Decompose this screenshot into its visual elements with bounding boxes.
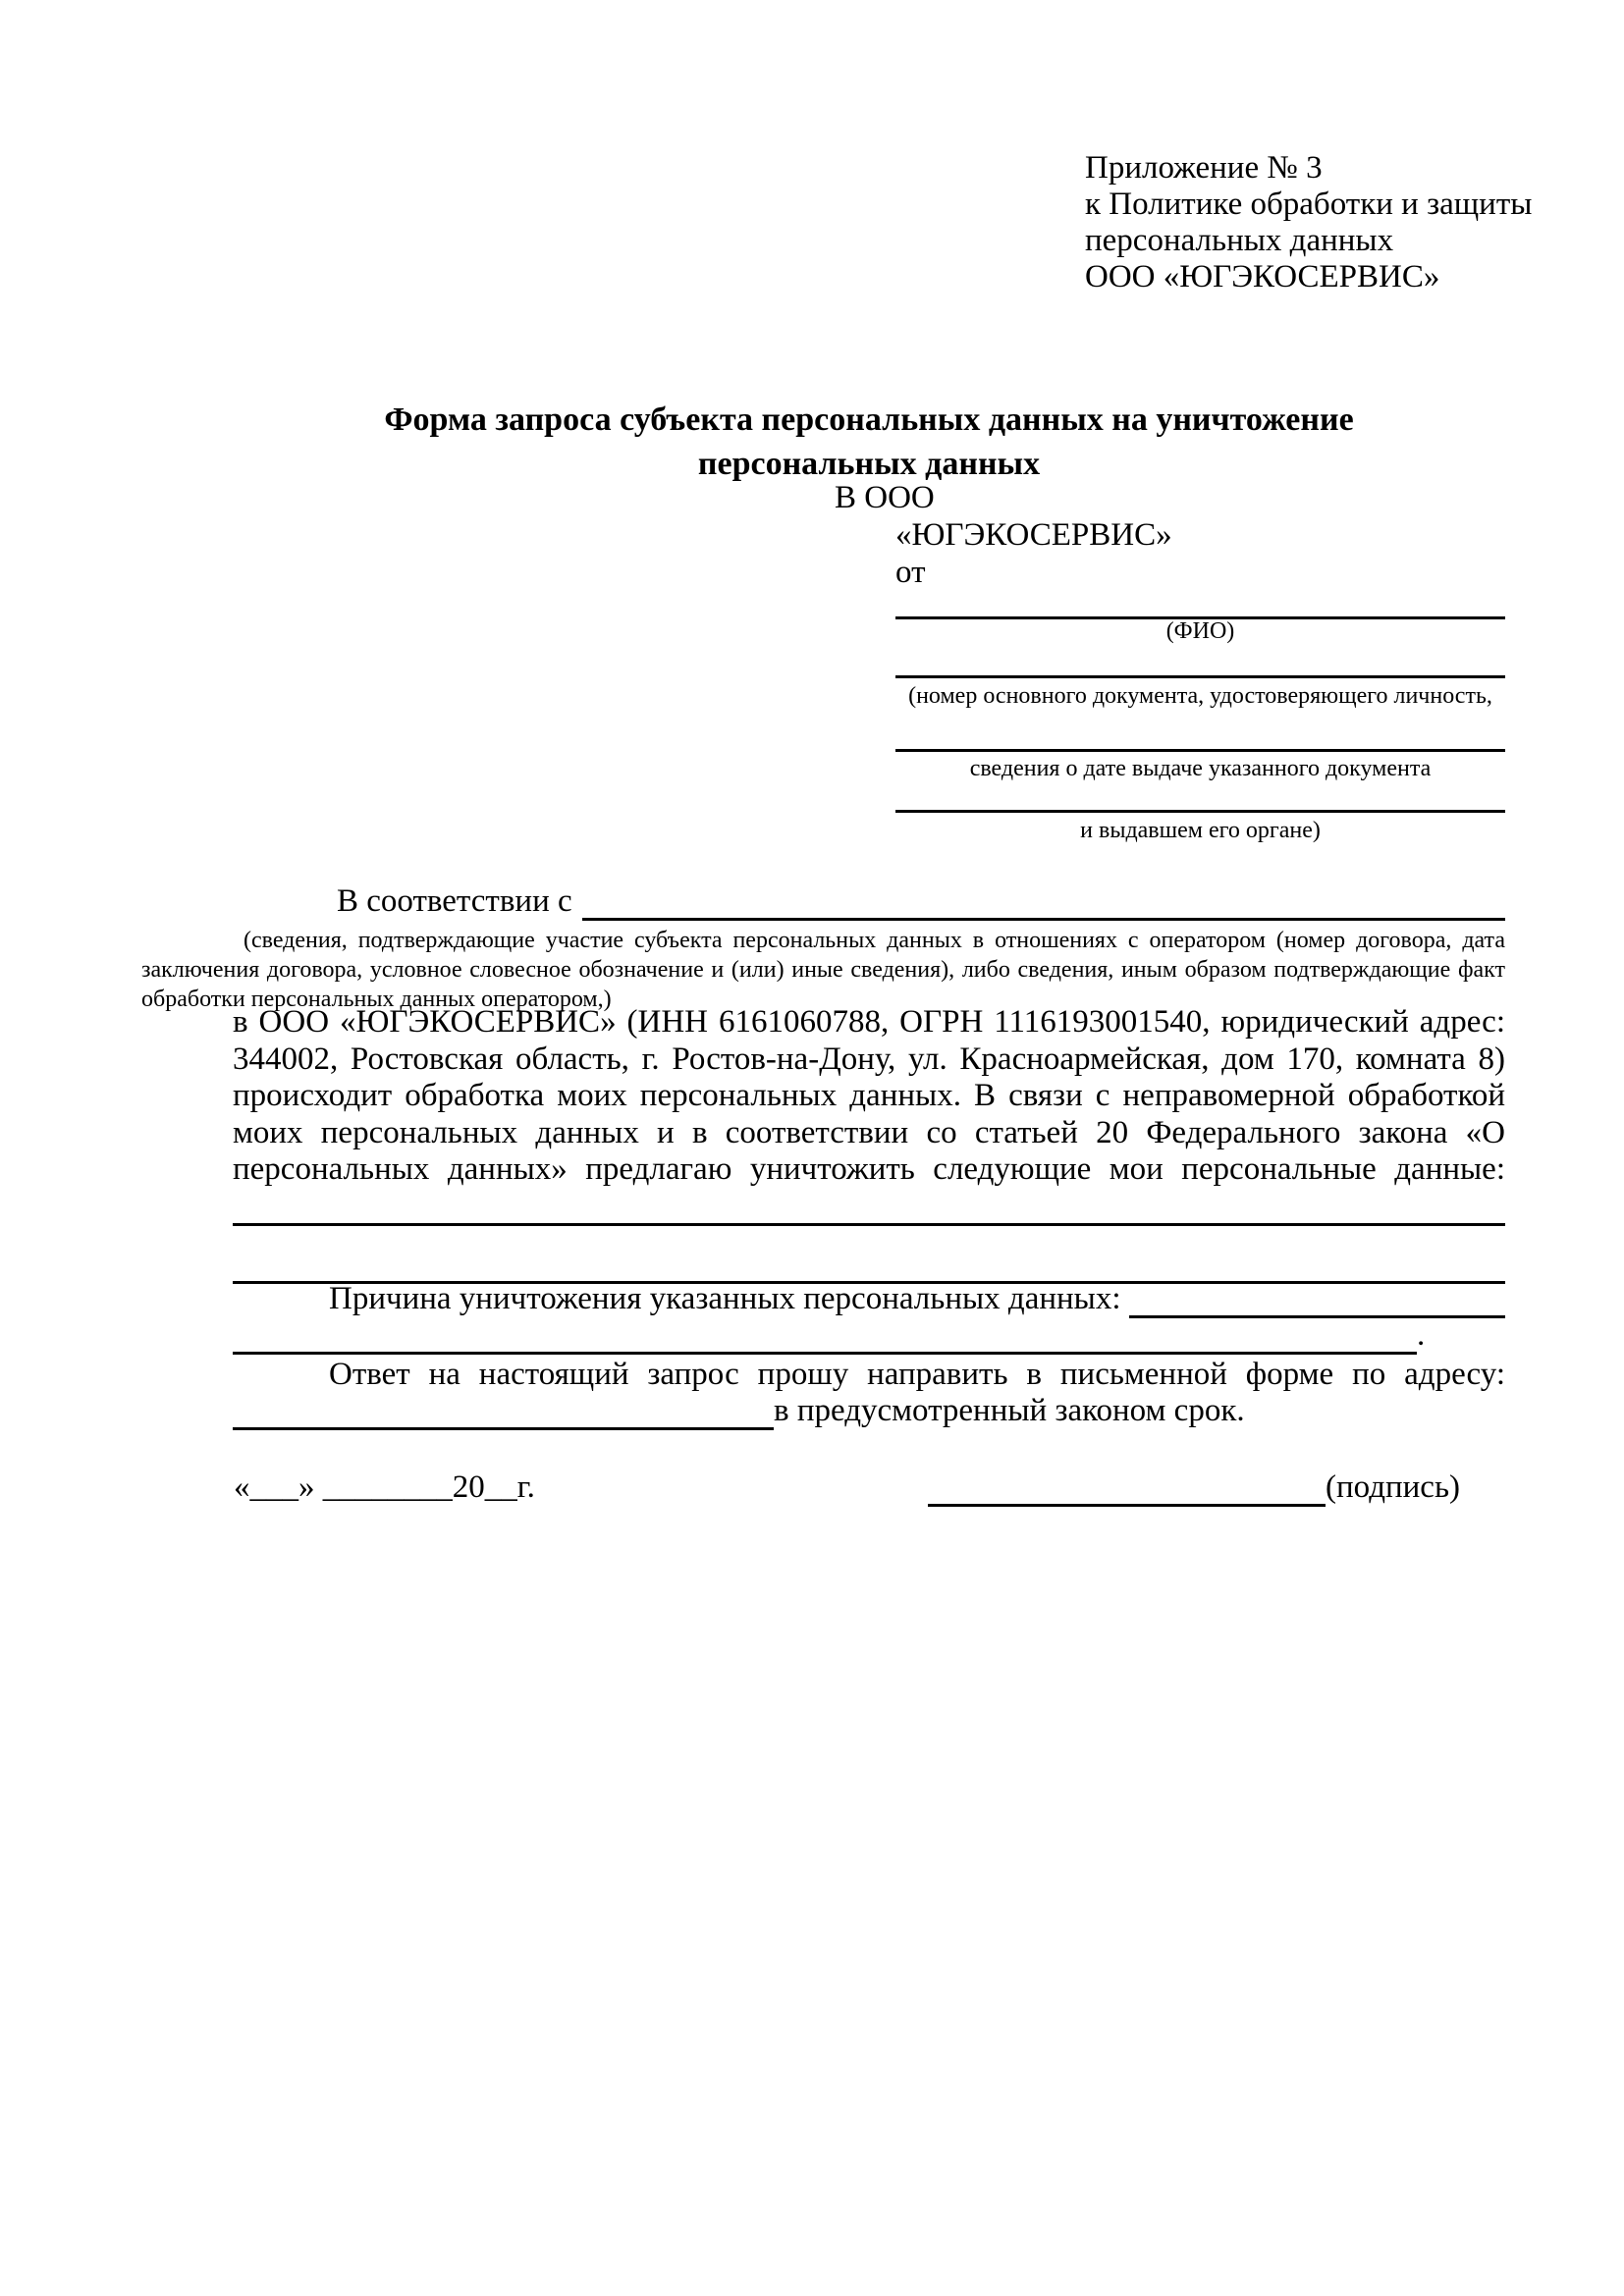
answer-tail: в предусмотренный законом срок. — [774, 1393, 1245, 1428]
addressee-org-prefix: В ООО — [835, 480, 935, 515]
document-number-field-line — [895, 675, 1505, 678]
form-title — [233, 398, 1505, 486]
personal-data-blank-line — [233, 1223, 1505, 1226]
addressee-org-name: «ЮГЭКОСЕРВИС» — [895, 517, 1172, 553]
appendix-note-line: персональных данных — [1085, 223, 1394, 258]
small-print-line: заключения договора, условное словесное обозначение и (или) иные сведения), либо сведения, иным образом подтверждающие факт — [141, 957, 1505, 983]
form-title-line: персональных данных — [697, 446, 1041, 482]
body-paragraph-line: происходит обработка моих персональных данных. В связи с неправомерной обработкой — [233, 1078, 1505, 1113]
date-line: «___» ________20__г. — [234, 1469, 535, 1505]
accordance-prefix: В соответствии с — [337, 883, 572, 919]
reason-row — [233, 1281, 1505, 1318]
address-row — [233, 1393, 1505, 1430]
reason-continuation-field-line — [233, 1317, 1417, 1355]
small-print-line: обработки персональных данных оператором,) — [141, 987, 612, 1012]
issue-date-caption: сведения о дате выдаче указанного документа — [969, 756, 1432, 781]
reason-field-line — [1129, 1281, 1505, 1318]
period-text: . — [1417, 1317, 1426, 1353]
issuing-authority-field-line — [895, 810, 1505, 813]
body-paragraph — [233, 1004, 1505, 1189]
addressee-from-label: от — [895, 555, 926, 590]
address-field-line — [233, 1393, 774, 1430]
body-paragraph-line: моих персональных данных и в соответствии со статьей 20 Федерального закона «О — [233, 1114, 1505, 1150]
accordance-field-line — [582, 883, 1505, 921]
appendix-note-line: к Политике обработки и защиты — [1085, 187, 1533, 222]
reason-label: Причина уничтожения указанных персональных данных: — [329, 1281, 1121, 1316]
issuing-authority-caption: и выдавшем его органе) — [1080, 818, 1321, 843]
fio-caption: (ФИО) — [1165, 618, 1235, 644]
document-number-caption: (номер основного документа, удостоверяющего личность, — [908, 683, 1492, 709]
appendix-note-line: Приложение № 3 — [1085, 150, 1323, 186]
body-paragraph-line: в ООО «ЮГЭКОСЕРВИС» (ИНН 6161060788, ОГРН 1116193001540, юридический адрес: — [233, 1004, 1505, 1040]
body-paragraph-line: 344002, Ростовская область, г. Ростов-на-Дону, ул. Красноармейская, дом 170, комната 8) — [233, 1041, 1505, 1077]
body-paragraph-line: персональных данных» предлагаю уничтожить следующие мои персональные данные: — [233, 1151, 1505, 1187]
answer-line: Ответ на настоящий запрос прошу направить в письменной форме по адресу: — [329, 1357, 1505, 1392]
appendix-note — [1085, 150, 1532, 295]
signature-caption: (подпись) — [1326, 1469, 1460, 1505]
signature-field-line — [928, 1469, 1326, 1507]
issue-date-field-line — [895, 749, 1505, 752]
form-title-line: Форма запроса субъекта персональных данных на уничтожение — [384, 401, 1354, 438]
signature-row — [928, 1469, 1460, 1507]
small-print-block — [141, 926, 1505, 1014]
appendix-note-line: ООО «ЮГЭКОСЕРВИС» — [1085, 259, 1440, 294]
small-print-line: (сведения, подтверждающие участие субъекта персональных данных в отношениях с оператором (номер договора, дата — [244, 928, 1505, 953]
accordance-row — [337, 883, 1505, 921]
reason-continuation-row — [233, 1317, 1505, 1355]
